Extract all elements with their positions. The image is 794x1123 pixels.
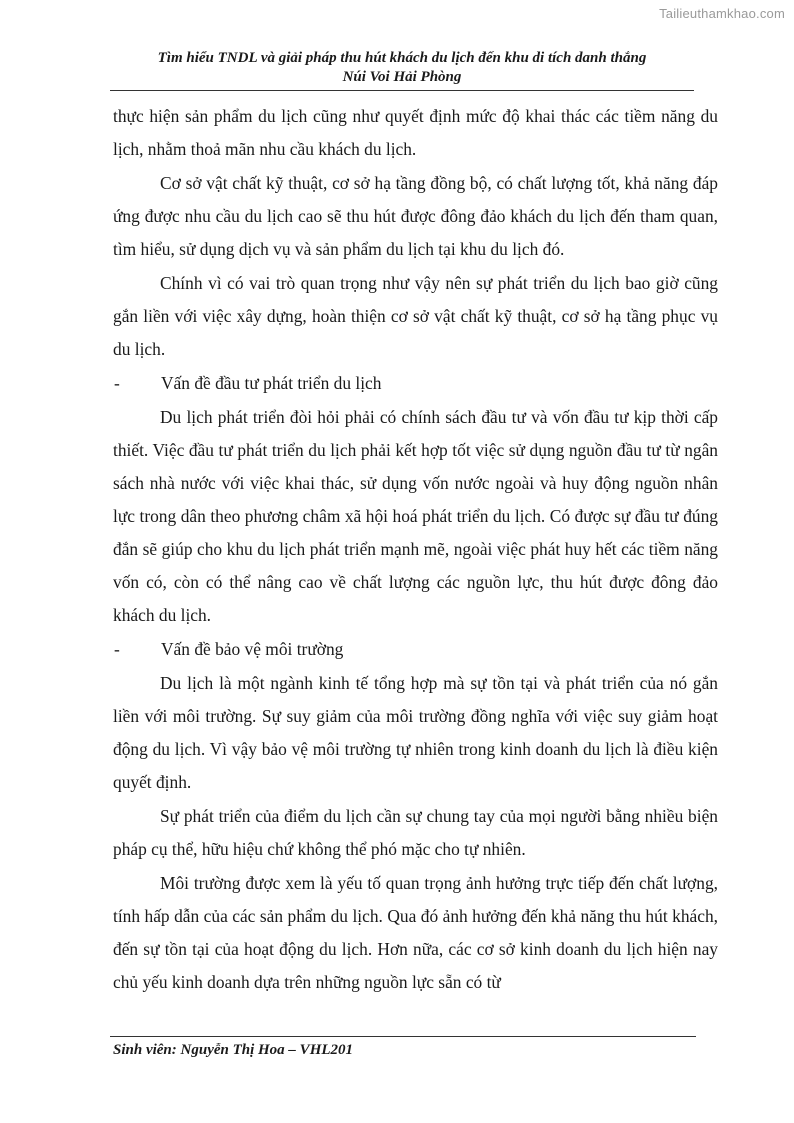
page-footer: Sinh viên: Nguyễn Thị Hoa – VHL201 xyxy=(113,1042,354,1058)
bullet-dash: - xyxy=(114,639,120,659)
paragraph-environment: Du lịch là một ngành kinh tế tổng hợp mà sự tồn tại và phát triển của nó gắn liền với môi trường. Sự suy giảm của môi trường đồng nghĩa với việc suy giảm hoạt động du lịch. Vì vậy bảo vệ môi trường tự nhiên trong kinh doanh du lịch là điều kiện quyết định. xyxy=(113,673,718,792)
document-body xyxy=(113,100,718,1000)
bullet-dash: - xyxy=(114,373,120,393)
header-title-line-1: Tìm hiểu TNDL và giải pháp thu hút khách du lịch đến khu di tích danh thắng xyxy=(157,50,647,66)
header-title-line-2: Núi Voi Hải Phòng xyxy=(342,69,462,85)
paragraph-continuation: thực hiện sản phẩm du lịch cũng như quyết định mức độ khai thác các tiềm năng du lịch, nhằm thoả mãn nhu cầu khách du lịch. xyxy=(113,106,718,159)
paragraph-role: Chính vì có vai trò quan trọng như vậy nên sự phát triển du lịch bao giờ cũng gắn liền với việc xây dựng, hoàn thiện cơ sở vật chất kỹ thuật, cơ sở hạ tầng phục vụ du lịch. xyxy=(113,273,718,359)
bullet-environment-text: Vấn đề bảo vệ môi trường xyxy=(161,639,344,659)
paragraph-infrastructure: Cơ sở vật chất kỹ thuật, cơ sở hạ tầng đồng bộ, có chất lượng tốt, khả năng đáp ứng được nhu cầu du lịch cao sẽ thu hút được đông đảo khách du lịch đến tham quan, tìm hiểu, sử dụng dịch vụ và sản phẩm du lịch tại khu du lịch đó. xyxy=(113,173,718,259)
paragraph-environment-impact: Môi trường được xem là yếu tố quan trọng ảnh hưởng trực tiếp đến chất lượng, tính hấp dẫn của các sản phẩm du lịch. Qua đó ảnh hưởng đến khả năng thu hút khách, đến sự tồn tại của hoạt động du lịch. Hơn nữa, các cơ sở kinh doanh du lịch hiện nay chủ yếu kinh doanh dựa trên những nguồn lực sẵn có từ xyxy=(113,873,718,992)
watermark: Tailieuthamkhao.com xyxy=(659,6,785,21)
paragraph-investment: Du lịch phát triển đòi hỏi phải có chính sách đầu tư và vốn đầu tư kịp thời cấp thiết. Việc đầu tư phát triển du lịch phải kết hợp tốt việc sử dụng nguồn đầu tư từ ngân sách nhà nước với việc khai thác, sử dụng vốn nước ngoài và huy động nguồn nhân lực trong dân theo phương châm xã hội hoá phát triển du lịch. Có được sự đầu tư đúng đắn sẽ giúp cho khu du lịch phát triển mạnh mẽ, ngoài việc phát huy hết các tiềm năng vốn có, còn có thể nâng cao về chất lượng các nguồn lực, thu hút được đông đảo khách du lịch. xyxy=(113,407,718,625)
bullet-environment xyxy=(113,633,718,666)
footer-divider xyxy=(110,1036,696,1037)
bullet-investment-text: Vấn đề đầu tư phát triển du lịch xyxy=(161,373,382,393)
paragraph-development: Sự phát triển của điểm du lịch cần sự chung tay của mọi người bằng nhiều biện pháp cụ thể, hữu hiệu chứ không thể phó mặc cho tự nhiên. xyxy=(113,806,718,859)
bullet-investment xyxy=(113,367,718,400)
header-divider xyxy=(110,90,694,91)
page-header xyxy=(110,49,694,87)
